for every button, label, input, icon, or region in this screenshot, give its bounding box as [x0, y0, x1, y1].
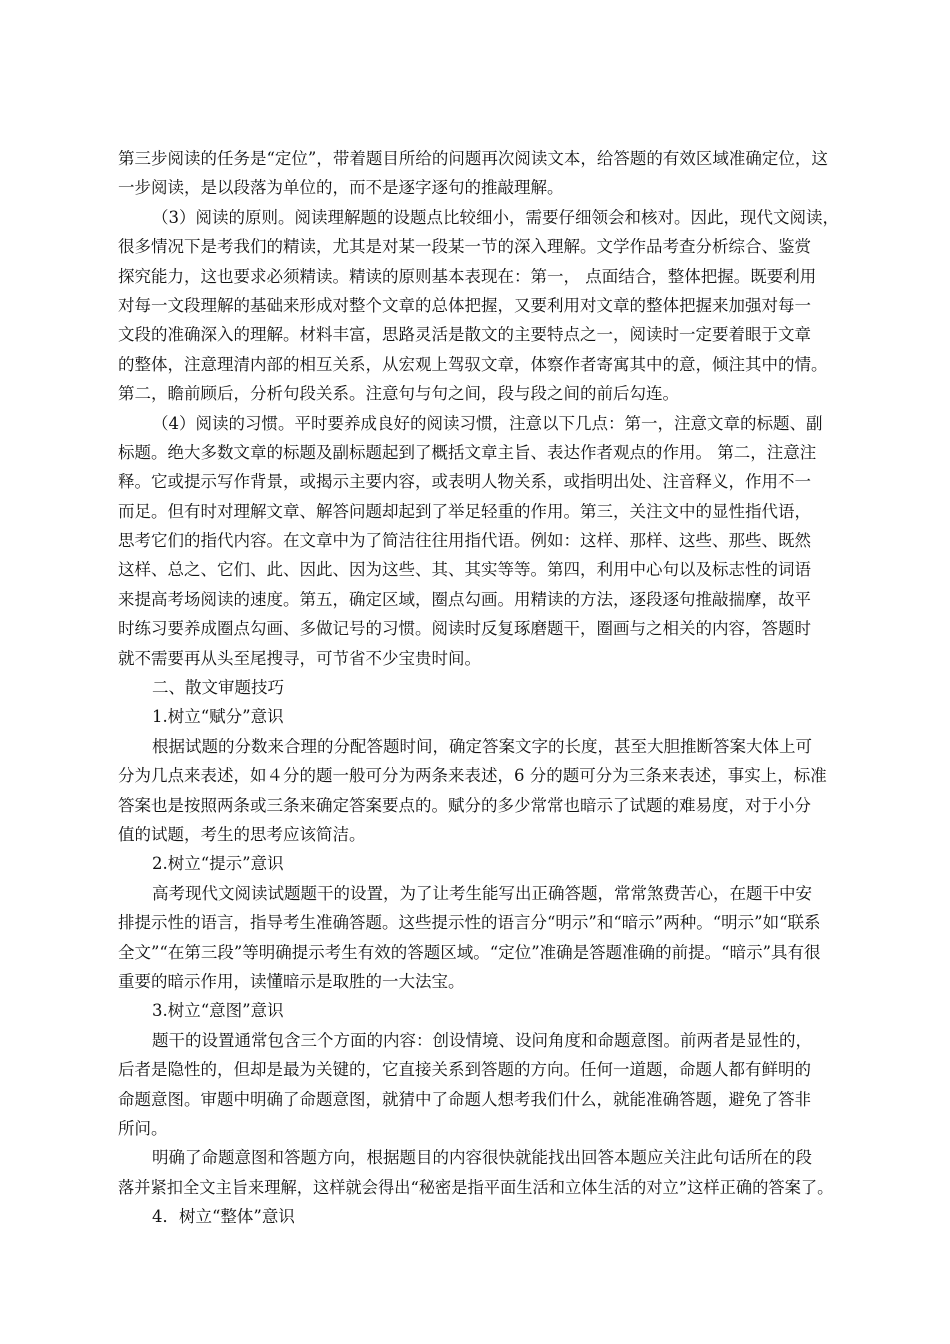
text-line: 答案也是按照两条或三条来确定答案要点的。赋分的多少常常也暗示了试题的难易度，对于小分 [118, 795, 811, 815]
text-line: 第三步阅读的任务是“定位”，带着题目所给的问题再次阅读文本，给答题的有效区域准确定位，这 [118, 149, 828, 168]
text-line: 二、散文审题技巧 [152, 678, 284, 698]
text-line: 4．树立“整体”意识 [152, 1207, 295, 1227]
text-line: 探究能力，这也要求必须精读。精读的原则基本表现在：第一， 点面结合，整体把握。既要利用 [118, 266, 817, 286]
text-line: 而足。但有时对理解文章、解答问题却起到了举足轻重的作用。第三，关注文中的显性指代语， [118, 501, 811, 521]
text-line: 命题意图。审题中明确了命题意图，就猜中了命题人想考我们什么，就能准确答题，避免了答非 [118, 1089, 811, 1109]
text-line: 这样、总之、它们、此、因此、因为这些、其、其实等等。第四，利用中心句以及标志性的词语 [118, 560, 811, 580]
text-line: 值的试题，考生的思考应该简洁。 [118, 824, 366, 844]
text-line: 文段的准确深入的理解。材料丰富，思路灵活是散文的主要特点之一，阅读时一定要着眼于文章 [118, 325, 811, 345]
text-line: 高考现代文阅读试题题干的设置，为了让考生能写出正确答题，常常煞费苦心，在题干中安 [152, 883, 812, 903]
text-line: 释。它或提示写作背景，或揭示主要内容，或表明人物关系，或指明出处、注音释义，作用不一 [118, 472, 811, 492]
text-line: 全文”“在第三段”等明确提示考生有效的答题区域。“定位”准确是答题准确的前提。“暗示”具有很 [118, 942, 821, 962]
text-line: 落并紧扣全文主旨来理解，这样就会得出“秘密是指平面生活和立体生活的对立”这样正确的答案了。 [118, 1177, 834, 1197]
text-line: 第二，瞻前顾后，分析句段关系。注意句与句之间，段与段之间的前后勾连。 [118, 384, 679, 404]
document-body [118, 144, 838, 1231]
text-line: 对每一文段理解的基础来形成对整个文章的总体把握，又要利用对文章的整体把握来加强对每一 [118, 295, 811, 315]
text-line: 思考它们的指代内容。在文章中为了简洁往往用指代语。例如：这样、那样、这些、那些、既然 [118, 531, 811, 551]
text-line: 题干的设置通常包含三个方面的内容：创设情境、设问角度和命题意图。前两者是显性的， [152, 1030, 812, 1050]
text-line: 一步阅读，是以段落为单位的，而不是逐字逐句的推敲理解。 [118, 178, 564, 198]
text-line: 就不需要再从头至尾搜寻，可节省不少宝贵时间。 [118, 648, 481, 668]
text-line: 来提高考场阅读的速度。第五，确定区域，圈点勾画。用精读的方法，逐段逐句推敲揣摩，故平 [118, 589, 811, 609]
text-line: 后者是隐性的，但却是最为关键的，它直接关系到答题的方向。任何一道题，命题人都有鲜明的 [118, 1060, 811, 1080]
text-line: 时练习要养成圈点勾画、多做记号的习惯。阅读时反复琢磨题干，圈画与之相关的内容，答题时 [118, 619, 811, 639]
text-line: 1.树立“赋分”意识 [152, 707, 284, 727]
text-line: 根据试题的分数来合理的分配答题时间，确定答案文字的长度，甚至大胆推断答案大体上可 [152, 736, 812, 756]
text-line: 3.树立“意图”意识 [152, 1001, 284, 1021]
text-line: （3）阅读的原则。阅读理解题的设题点比较细小，需要仔细领会和核对。因此，现代文阅读， [152, 207, 839, 227]
text-line: 标题。绝大多数文章的标题及副标题起到了概括文章主旨、表达作者观点的作用。 第二，注意注 [118, 442, 817, 462]
text-line: 所问。 [118, 1118, 168, 1138]
text-line: 的整体，注意理清内部的相互关系，从宏观上驾驭文章，体察作者寄寓其中的意，倾注其中的情。 [118, 354, 828, 374]
text-line: 明确了命题意图和答题方向，根据题目的内容很快就能找出回答本题应关注此句话所在的段 [152, 1148, 812, 1168]
text-line: 重要的暗示作用，读懂暗示是取胜的一大法宝。 [118, 971, 465, 991]
text-line: 2.树立“提示”意识 [152, 854, 284, 874]
text-line: （4）阅读的习惯。平时要养成良好的阅读习惯，注意以下几点：第一，注意文章的标题、副 [152, 413, 823, 433]
text-line: 分为几点来表述，如４分的题一般可分为两条来表述，6 分的题可分为三条来表述，事实上，标准 [118, 766, 827, 786]
text-line: 排提示性的语言，指导考生准确答题。这些提示性的语言分“明示”和“暗示”两种。“明示”如“联系 [118, 913, 821, 933]
text-line: 很多情况下是考我们的精读，尤其是对某一段某一节的深入理解。文学作品考查分析综合、鉴赏 [118, 237, 811, 257]
